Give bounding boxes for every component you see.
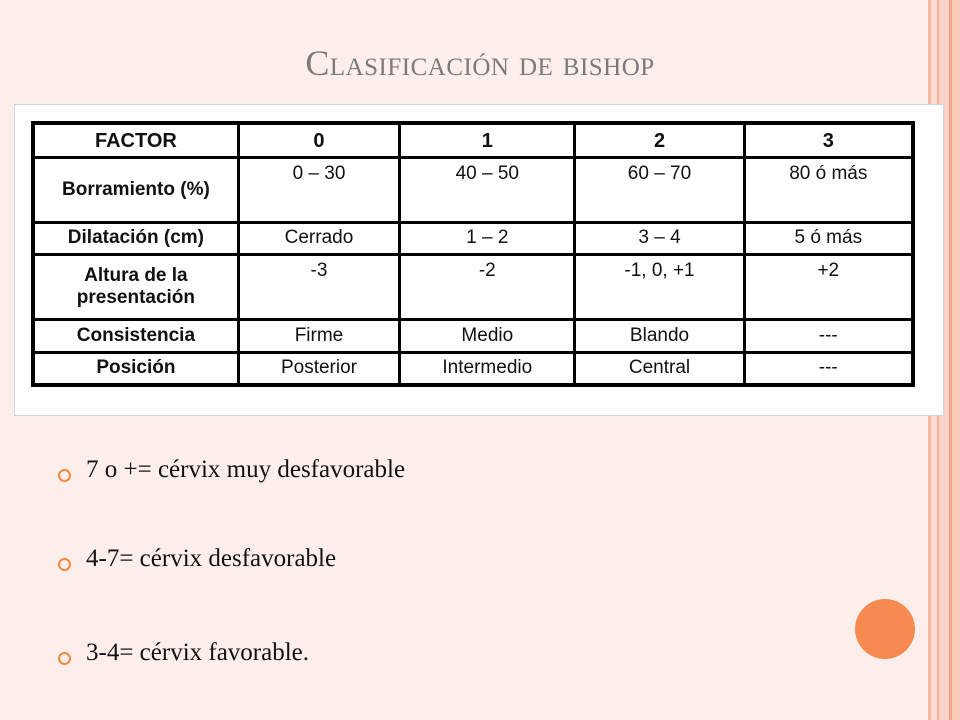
header-cell: 3 (744, 123, 913, 158)
value-cell: 80 ó más (744, 158, 913, 223)
value-cell: 0 – 30 (238, 158, 399, 223)
value-cell: Intermedio (400, 352, 575, 385)
table-header-row (33, 123, 913, 158)
decorative-circle (855, 599, 915, 659)
value-cell: 1 – 2 (400, 223, 575, 255)
bishop-score-table (31, 121, 915, 387)
value-cell: Medio (400, 320, 575, 352)
value-cell: Cerrado (238, 223, 399, 255)
factor-cell: Dilatación (cm) (33, 223, 238, 255)
header-cell: 0 (238, 123, 399, 158)
value-cell: Central (575, 352, 744, 385)
header-cell: FACTOR (33, 123, 238, 158)
bullet-text: 7 o += cérvix muy desfavorable (86, 456, 406, 483)
value-cell: -2 (400, 255, 575, 320)
factor-cell: Altura de la presentación (33, 255, 238, 320)
factor-cell: Posición (33, 352, 238, 385)
value-cell: 40 – 50 (400, 158, 575, 223)
bullet-ring-icon (58, 469, 71, 482)
value-cell: --- (744, 320, 913, 352)
value-cell: --- (744, 352, 913, 385)
bullet-ring-icon (58, 652, 71, 665)
value-cell: -1, 0, +1 (575, 255, 744, 320)
value-cell: 3 – 4 (575, 223, 744, 255)
value-cell: +2 (744, 255, 913, 320)
table-row (33, 158, 913, 223)
bullet-text: 4-7= cérvix desfavorable (86, 545, 337, 572)
value-cell: Posterior (238, 352, 399, 385)
header-cell: 2 (575, 123, 744, 158)
bullet-text: 3-4= cérvix favorable. (86, 639, 310, 666)
value-cell: Firme (238, 320, 399, 352)
header-cell: 1 (400, 123, 575, 158)
value-cell: Blando (575, 320, 744, 352)
table-row (33, 320, 913, 352)
list-item (58, 456, 758, 496)
value-cell: -3 (238, 255, 399, 320)
slide-title: Clasificación de bishop (305, 43, 655, 83)
table-row (33, 255, 913, 320)
factor-cell: Consistencia (33, 320, 238, 352)
value-cell: 60 – 70 (575, 158, 744, 223)
list-item (58, 545, 758, 585)
value-cell: 5 ó más (744, 223, 913, 255)
bullet-ring-icon (58, 558, 71, 571)
list-item (58, 639, 758, 679)
table-row (33, 352, 913, 385)
factor-cell: Borramiento (%) (33, 158, 238, 223)
right-stripe (952, 0, 960, 720)
table-row (33, 223, 913, 255)
